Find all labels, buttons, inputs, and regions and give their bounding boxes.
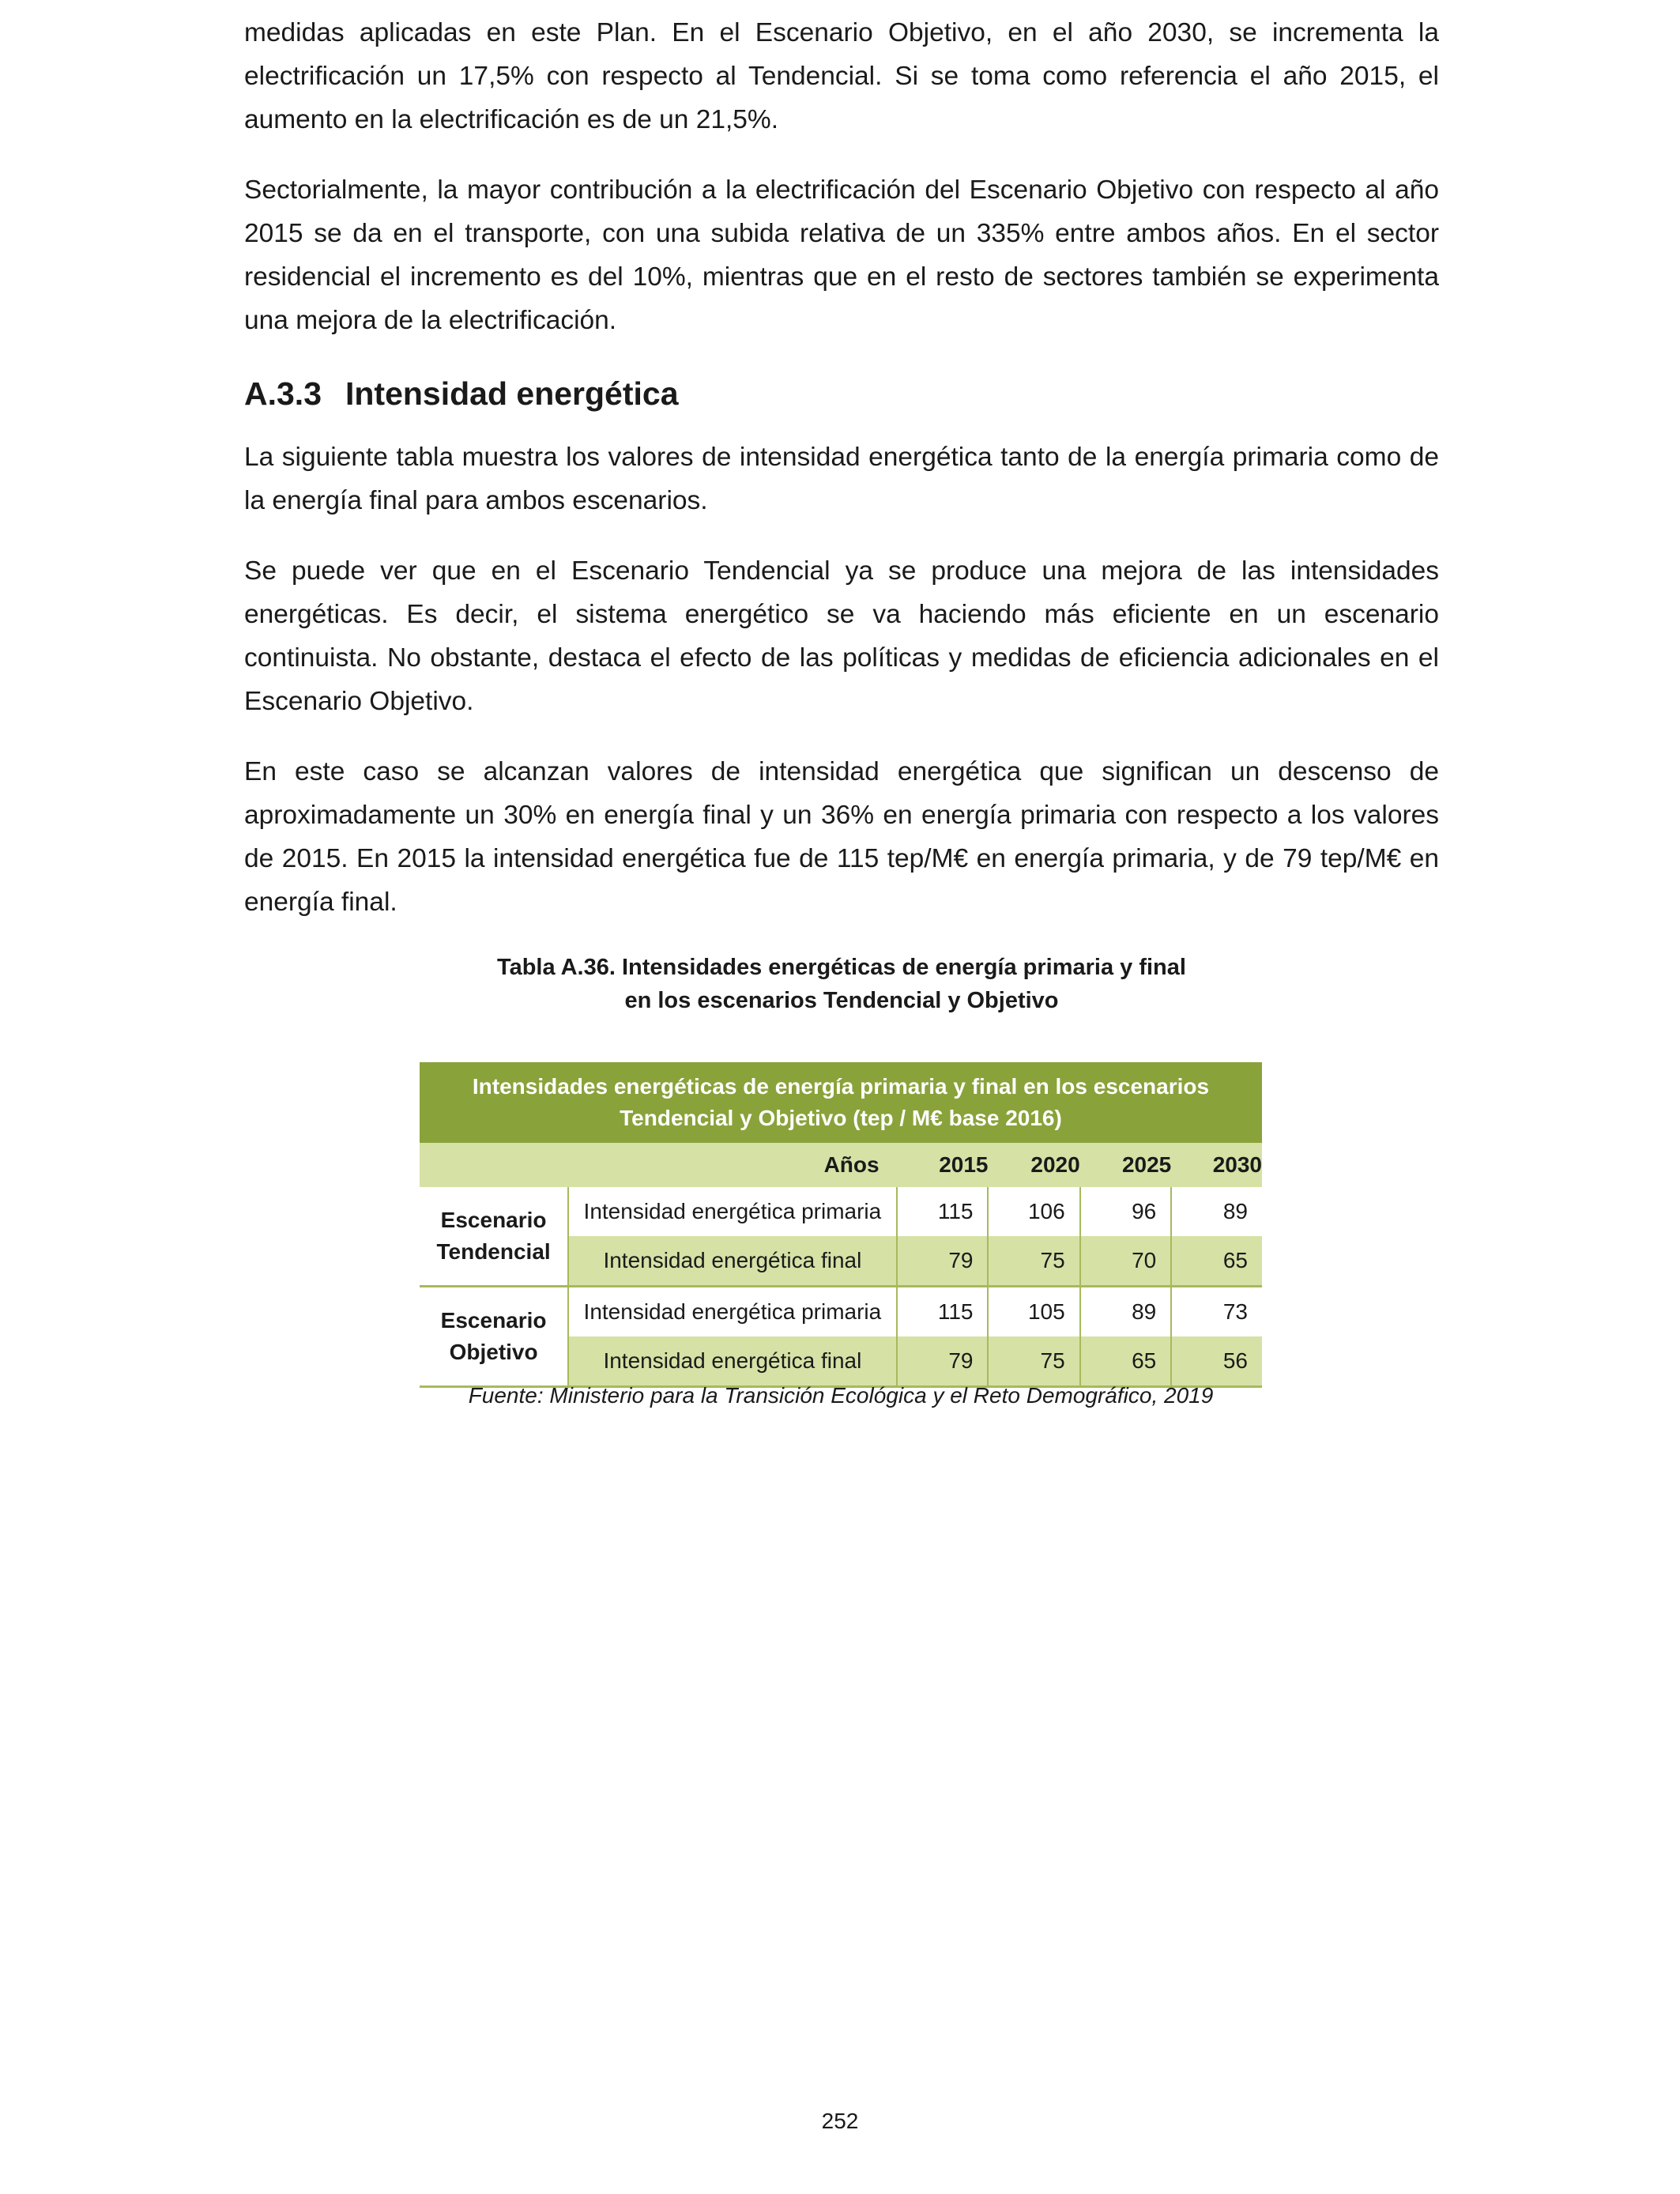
table-cell: 70	[1080, 1236, 1172, 1287]
table-row	[420, 1287, 1262, 1337]
paragraph: medidas aplicadas en este Plan. En el Escenario Objetivo, en el año 2030, se incrementa la electrificación un 17,5% con respecto al Tendencial. Si se toma como referencia el año 2015, el aumento en la electrificación es de un 21,5%.	[244, 18, 1439, 134]
section-heading	[244, 369, 1439, 418]
energy-intensity-table	[420, 1062, 1262, 1388]
document-body	[244, 11, 1439, 1017]
table-cell: 73	[1171, 1287, 1262, 1337]
scenario-label	[420, 1287, 568, 1387]
indicator-label: Intensidad energética primaria	[568, 1287, 896, 1337]
paragraph: Sectorialmente, la mayor contribución a la electrificación del Escenario Objetivo con respecto al año 2015 se da en el transporte, con una subida relativa de un 335% entre ambos años. En el sector residencial el incremento es del 10%, mientras que en el resto de sectores también se experimenta una mejora de la electrificación.	[244, 175, 1439, 335]
table-caption-line: en los escenarios Tendencial y Objetivo	[624, 988, 1059, 1013]
table-caption-line: Tabla A.36. Intensidades energéticas de energía primaria y final	[497, 955, 1186, 980]
table-header	[420, 1062, 1262, 1143]
scenario-label	[420, 1187, 568, 1287]
table-cell: 65	[1080, 1336, 1172, 1387]
table-header-line: Intensidades energéticas de energía primaria y final en los escenarios	[472, 1074, 1210, 1099]
table-cell: 106	[988, 1187, 1079, 1236]
section-title: Intensidad energética	[345, 375, 679, 412]
table-row	[420, 1187, 1262, 1236]
table-cell: 56	[1171, 1336, 1262, 1387]
years-label: Años	[420, 1143, 897, 1187]
page-number: 252	[821, 2109, 859, 2133]
table-cell: 115	[897, 1287, 989, 1337]
indicator-label: Intensidad energética final	[568, 1336, 896, 1387]
year-header: 2015	[897, 1143, 989, 1187]
table-cell: 75	[988, 1236, 1079, 1287]
table-cell: 96	[1080, 1187, 1172, 1236]
table-cell: 105	[988, 1287, 1079, 1337]
years-row	[420, 1143, 1262, 1187]
year-header: 2025	[1080, 1143, 1172, 1187]
scenario-label-line: Escenario	[440, 1308, 547, 1333]
table-source: Fuente: Ministerio para la Transición Ecológica y el Reto Demográfico, 2019	[468, 1383, 1214, 1408]
table-cell: 115	[897, 1187, 989, 1236]
table-cell: 79	[897, 1236, 989, 1287]
scenario-label-line: Escenario	[440, 1208, 547, 1232]
table-cell: 89	[1171, 1187, 1262, 1236]
table-cell: 65	[1171, 1236, 1262, 1287]
paragraph: La siguiente tabla muestra los valores de intensidad energética tanto de la energía primaria como de la energía final para ambos escenarios.	[244, 443, 1439, 515]
table-caption	[244, 951, 1439, 1017]
table-cell: 79	[897, 1336, 989, 1387]
table-cell: 89	[1080, 1287, 1172, 1337]
scenario-label-line: Objetivo	[449, 1340, 538, 1364]
paragraph: Se puede ver que en el Escenario Tendencial ya se produce una mejora de las intensidades energéticas. Es decir, el sistema energético se va haciendo más eficiente en un escenario continuista. No obstante, destaca el efecto de las políticas y medidas de eficiencia adicionales en el Escenario Objetivo.	[244, 556, 1439, 716]
indicator-label: Intensidad energética final	[568, 1236, 896, 1287]
table-header-line: Tendencial y Objetivo (tep / M€ base 2016)	[620, 1106, 1062, 1130]
year-header: 2030	[1171, 1143, 1262, 1187]
table-cell: 75	[988, 1336, 1079, 1387]
paragraph: En este caso se alcanzan valores de intensidad energética que significan un descenso de aproximadamente un 30% en energía final y un 36% en energía primaria con respecto a los valores de 2015. En 2015 la intensidad energética fue de 115 tep/M€ en energía primaria, y de 79 tep/M€ en energía final.	[244, 757, 1439, 917]
indicator-label: Intensidad energética primaria	[568, 1187, 896, 1236]
scenario-label-line: Tendencial	[436, 1239, 551, 1264]
section-number: A.3.3	[244, 375, 322, 412]
year-header: 2020	[988, 1143, 1079, 1187]
